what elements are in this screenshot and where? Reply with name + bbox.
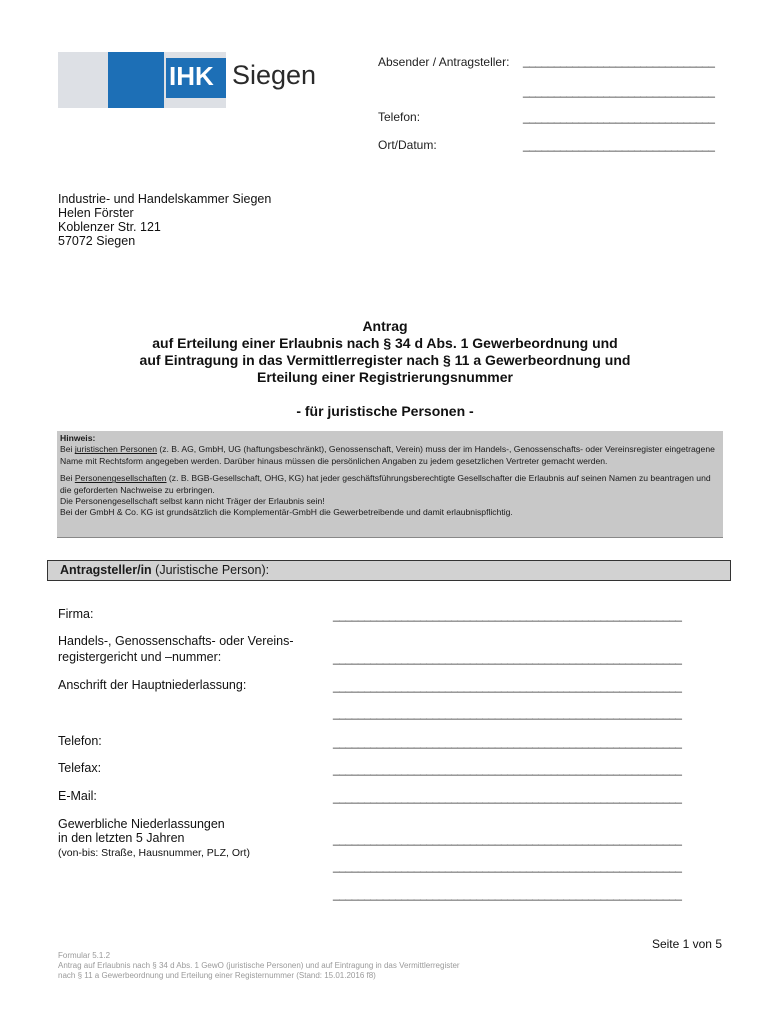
hint-text: Bei <box>60 444 75 455</box>
footer-line: nach § 11 a Gewerbeordnung und Erteilung einer Registernummer (Stand: 15.01.2016 f8) <box>58 971 376 980</box>
register-label-1: Handels-, Genossenschafts- oder Vereins- <box>58 634 294 648</box>
telefax-line[interactable]: ________________________________________________________ <box>333 762 682 776</box>
niederlassungen-line-3[interactable]: ________________________________________________________ <box>333 887 682 901</box>
niederlassungen-line-2[interactable]: ________________________________________________________ <box>333 859 682 873</box>
document-subtitle: - für juristische Personen - <box>296 403 474 419</box>
absender-label: Absender / Antragsteller: <box>378 55 510 69</box>
telefon-field-line[interactable]: ________________________________________________________ <box>333 735 682 749</box>
page-number: Seite 1 von 5 <box>651 937 722 951</box>
anschrift-line-2[interactable]: ________________________________________________________ <box>333 706 682 720</box>
hint-underlined: juristischen Personen <box>74 444 157 455</box>
hint-heading: Hinweis: <box>60 433 96 443</box>
register-label-2: registergericht und –nummer: <box>58 650 222 664</box>
ortdatum-line[interactable]: _______________________________ <box>523 138 715 152</box>
form-footer <box>58 951 460 981</box>
footer-line: Antrag auf Erlaubnis nach § 34 d Abs. 1 GewO (juristische Personen) und auf Eintragung in das Vermittlerregister <box>58 961 460 970</box>
niederlassungen-label-1: Gewerbliche Niederlassungen <box>58 817 225 831</box>
absender-line-2[interactable]: _______________________________ <box>523 84 715 98</box>
address-line: 57072 Siegen <box>58 234 136 248</box>
niederlassungen-label-2: in den letzten 5 Jahren <box>58 831 185 845</box>
title-line: auf Eintragung in das Vermittlerregister nach § 11 a Gewerbeordnung und <box>139 352 631 368</box>
telefon-line[interactable]: _______________________________ <box>523 110 715 124</box>
hint-divider <box>57 537 723 538</box>
hint-text: Bei <box>60 473 75 484</box>
absender-line[interactable]: _______________________________ <box>523 54 715 68</box>
anschrift-label: Anschrift der Hauptniederlassung: <box>58 678 247 692</box>
telefon-label: Telefon: <box>378 110 421 124</box>
niederlassungen-hint: (von-bis: Straße, Hausnummer, PLZ, Ort) <box>58 847 250 859</box>
ortdatum-label: Ort/Datum: <box>378 138 437 152</box>
firma-label: Firma: <box>58 607 94 621</box>
hint-paragraph-1 <box>60 444 720 467</box>
telefax-label: Telefax: <box>58 761 102 775</box>
section-rest: (Juristische Person): <box>151 563 270 577</box>
title-line: Antrag <box>362 318 408 334</box>
email-label: E-Mail: <box>58 789 97 803</box>
logo-city-text: Siegen <box>232 60 317 90</box>
address-line: Helen Förster <box>58 206 134 220</box>
document-title <box>60 318 710 386</box>
ihk-siegen-logo <box>58 52 317 108</box>
address-line: Koblenzer Str. 121 <box>58 220 161 234</box>
hint-box <box>57 431 723 537</box>
address-line: Industrie- und Handelskammer Siegen <box>58 192 272 206</box>
logo-blue-box <box>108 52 164 108</box>
hint-text: (z. B. AG, GmbH, UG (haftungsbeschränkt), Genossenschaft, Verein) muss der im Handels-, Genossenschafts- oder Vereinsregister eingetragene Name mit Rechtsform angegeben werden. Darüber hinaus müssen die persönlichen Angaben zu jedem gesetzlichen Vertreter gemacht werden. <box>60 444 715 466</box>
logo-ihk-text: IHK <box>169 61 214 91</box>
section-bold: Antragsteller/in <box>60 563 152 577</box>
recipient-address <box>58 192 271 248</box>
telefon-field-label: Telefon: <box>58 734 102 748</box>
email-line[interactable]: ________________________________________________________ <box>333 790 682 804</box>
title-line: auf Erteilung einer Erlaubnis nach § 34 d Abs. 1 Gewerbeordnung und <box>152 335 618 351</box>
hint-underlined: Personengesellschaften <box>74 473 167 484</box>
section-header-antragsteller <box>47 560 731 581</box>
hint-paragraph-2 <box>60 473 720 496</box>
anschrift-line[interactable]: ________________________________________________________ <box>333 679 682 693</box>
footer-line: Formular 5.1.2 <box>58 951 111 960</box>
niederlassungen-line-1[interactable]: ________________________________________________________ <box>333 832 682 846</box>
hint-text: (z. B. BGB-Gesellschaft, OHG, KG) hat jeder geschäftsführungsberechtigte Gesellschafter die Erlaubnis auf seinen Namen zu beantragen und die geforderten Nachweise zu erbringen. <box>60 473 711 495</box>
hint-paragraph-3: Die Personengesellschaft selbst kann nicht Träger der Erlaubnis sein! <box>60 496 325 507</box>
firma-line[interactable]: ________________________________________________________ <box>333 608 682 622</box>
title-line: Erteilung einer Registrierungsnummer <box>257 369 513 385</box>
hint-paragraph-4: Bei der GmbH & Co. KG ist grundsätzlich die Komplementär-GmbH die Gewerbetreibende und damit erlaubnispflichtig. <box>60 507 513 518</box>
register-line[interactable]: ________________________________________________________ <box>333 651 682 665</box>
